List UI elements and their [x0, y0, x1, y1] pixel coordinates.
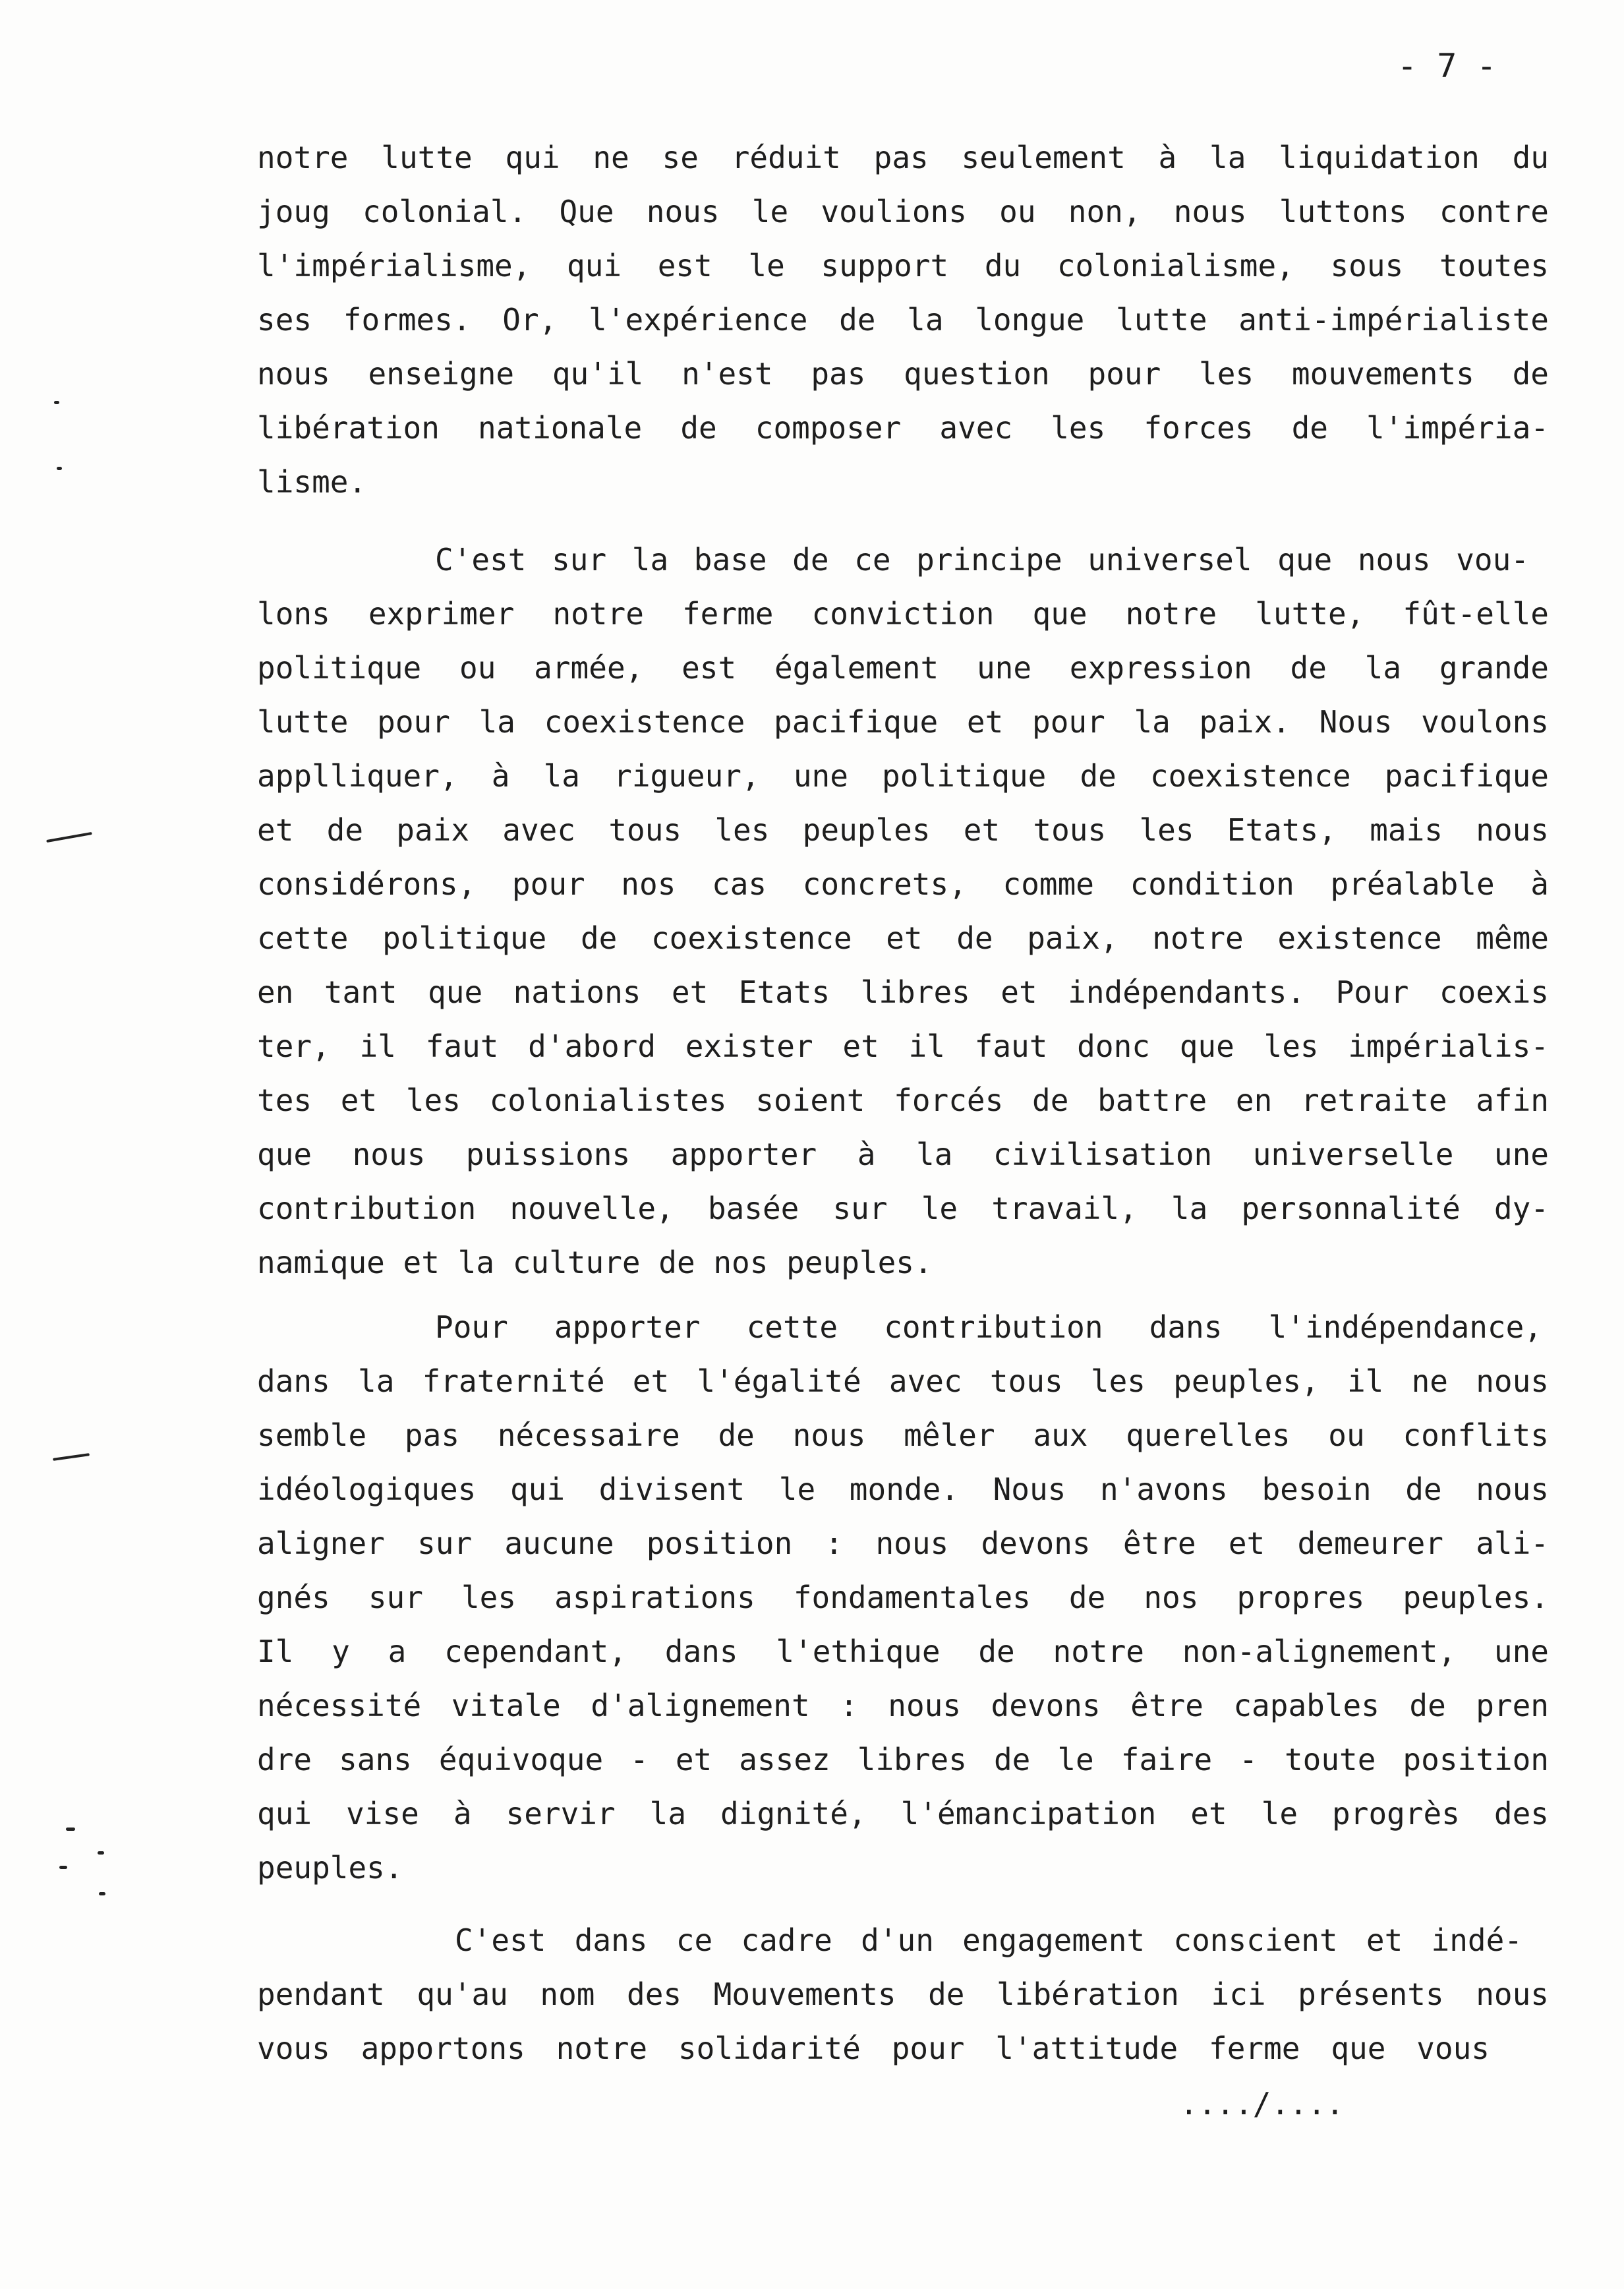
- text-line: peuples.: [257, 1850, 403, 1886]
- text-line: semble pas nécessaire de nous mêler aux querelles ou conflits: [257, 1417, 1549, 1453]
- text-line: aligner sur aucune position : nous devons être et demeurer ali-: [257, 1526, 1549, 1561]
- text-line: C'est sur la base de ce principe universel que nous vou-: [435, 542, 1529, 578]
- text-line: pendant qu'au nom des Mouvements de libération ici présents nous: [257, 1977, 1549, 2012]
- text-line: considérons, pour nos cas concrets, comme condition préalable à: [257, 866, 1549, 902]
- text-line: Pour apporter cette contribution dans l'indépendance,: [435, 1309, 1542, 1345]
- text-line: l'impérialisme, qui est le support du colonialisme, sous toutes: [257, 248, 1549, 283]
- text-line: lisme.: [257, 464, 367, 500]
- margin-mark: [53, 1453, 90, 1461]
- text-line: applliquer, à la rigueur, une politique de coexistence pacifique: [257, 758, 1549, 794]
- margin-mark: [98, 1851, 104, 1855]
- margin-mark: [66, 1828, 75, 1831]
- text-line: gnés sur les aspirations fondamentales de nos propres peuples.: [257, 1580, 1549, 1615]
- page-number: - 7 -: [1397, 47, 1497, 85]
- text-line: vous apportons notre solidarité pour l'attitude ferme que vous: [257, 2031, 1490, 2066]
- text-line: namique et la culture de nos peuples.: [257, 1245, 933, 1280]
- text-line: dre sans équivoque - et assez libres de le faire - toute position: [257, 1742, 1549, 1777]
- text-line: cette politique de coexistence et de paix, notre existence même: [257, 920, 1549, 956]
- text-line: idéologiques qui divisent le monde. Nous n'avons besoin de nous: [257, 1472, 1549, 1507]
- text-line: en tant que nations et Etats libres et indépendants. Pour coexis: [257, 974, 1549, 1010]
- text-line: politique ou armée, est également une expression de la grande: [257, 650, 1549, 686]
- margin-mark: [59, 1866, 67, 1869]
- text-line: contribution nouvelle, basée sur le travail, la personnalité dy-: [257, 1191, 1549, 1226]
- text-line: libération nationale de composer avec les forces de l'impéria-: [257, 410, 1549, 446]
- margin-mark: [46, 832, 92, 843]
- text-line: tes et les colonialistes soient forcés de battre en retraite afin: [257, 1083, 1549, 1118]
- margin-mark: [99, 1892, 105, 1895]
- text-line: nécessité vitale d'alignement : nous devons être capables de pren: [257, 1688, 1549, 1723]
- text-line: joug colonial. Que nous le voulions ou non, nous luttons contre: [257, 194, 1549, 229]
- text-line: qui vise à servir la dignité, l'émancipation et le progrès des: [257, 1796, 1549, 1831]
- text-line: C'est dans ce cadre d'un engagement conscient et indé-: [455, 1922, 1522, 1958]
- text-line: que nous puissions apporter à la civilisation universelle une: [257, 1137, 1549, 1172]
- text-line: Il y a cependant, dans l'ethique de notre non-alignement, une: [257, 1634, 1549, 1669]
- text-line: notre lutte qui ne se réduit pas seulement à la liquidation du: [257, 140, 1549, 175]
- margin-mark: [57, 467, 62, 470]
- text-line: ter, il faut d'abord exister et il faut donc que les impérialis-: [257, 1028, 1549, 1064]
- text-line: et de paix avec tous les peuples et tous les Etats, mais nous: [257, 812, 1549, 848]
- continuation-marker: ..../....: [1180, 2086, 1345, 2122]
- margin-mark: [54, 401, 59, 404]
- text-line: nous enseigne qu'il n'est pas question pour les mouvements de: [257, 356, 1549, 392]
- text-line: dans la fraternité et l'égalité avec tous les peuples, il ne nous: [257, 1363, 1549, 1399]
- text-line: ses formes. Or, l'expérience de la longue lutte anti-impérialiste: [257, 302, 1549, 338]
- text-line: lutte pour la coexistence pacifique et pour la paix. Nous voulons: [257, 704, 1549, 740]
- text-line: lons exprimer notre ferme conviction que notre lutte, fût-elle: [257, 596, 1549, 632]
